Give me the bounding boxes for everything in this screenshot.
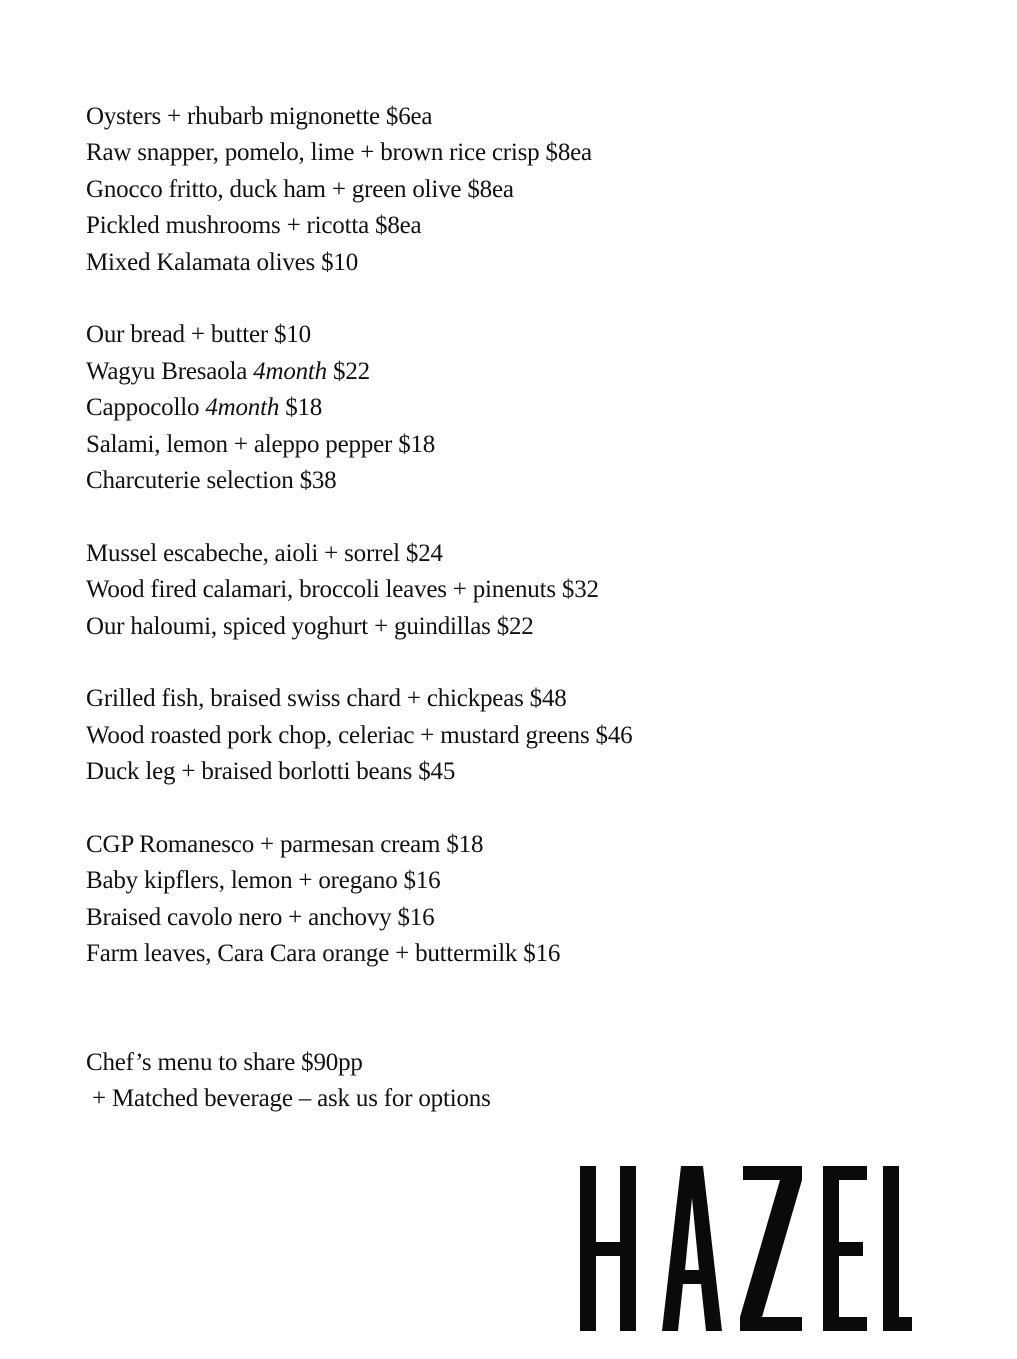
menu-item: Oysters + rhubarb mignonette $6ea bbox=[86, 103, 433, 130]
menu-item-note: 4month bbox=[205, 394, 280, 422]
menu-item: Gnocco fritto, duck ham + green olive $8ea bbox=[86, 175, 514, 203]
menu-item: Wood roasted pork chop, celeriac + mustard greens $46 bbox=[86, 721, 633, 749]
chefs-menu-beverage-line: + Matched beverage – ask us for options bbox=[86, 1085, 491, 1113]
menu-item bbox=[86, 390, 906, 426]
menu-item bbox=[86, 354, 906, 390]
menu-section-snacks bbox=[86, 99, 906, 281]
menu-item bbox=[86, 427, 906, 463]
menu-item-price: $18 bbox=[398, 430, 436, 458]
menu-item: Duck leg + braised borlotti beans $45 bbox=[86, 758, 456, 786]
menu-item-price: $18 bbox=[285, 394, 323, 422]
menu-item: Baby kipflers, lemon + oregano $16 bbox=[86, 867, 441, 895]
menu-item bbox=[86, 317, 906, 353]
menu-item-price: $38 bbox=[299, 467, 337, 495]
menu-section-sides bbox=[86, 827, 906, 973]
menu-item-name: Our bread + butter bbox=[86, 321, 268, 349]
menu-item-name: Charcuterie selection bbox=[86, 467, 294, 495]
menu-item: Braised cavolo nero + anchovy $16 bbox=[86, 903, 435, 931]
menu-item: Grilled fish, braised swiss chard + chickpeas $48 bbox=[86, 685, 567, 713]
menu bbox=[86, 99, 906, 1154]
menu-item-note: 4month bbox=[253, 357, 327, 385]
chefs-menu-line: Chef’s menu to share $90pp bbox=[86, 1048, 363, 1076]
menu-item bbox=[86, 463, 906, 499]
menu-item: Mussel escabeche, aioli + sorrel $24 bbox=[86, 539, 443, 567]
menu-item-name: Salami, lemon + aleppo pepper bbox=[86, 430, 393, 458]
menu-item-price: $10 bbox=[274, 321, 311, 349]
menu-item: Wood fired calamari, broccoli leaves + pinenuts $32 bbox=[86, 576, 599, 604]
menu-section-small-plates bbox=[86, 536, 906, 645]
hazel-logo-mark bbox=[580, 1166, 912, 1331]
menu-section-charcuterie bbox=[86, 317, 906, 499]
menu-item: Our haloumi, spiced yoghurt + guindillas $22 bbox=[86, 612, 534, 640]
menu-item-price: $22 bbox=[333, 357, 370, 385]
menu-section-mains bbox=[86, 681, 906, 790]
menu-item: CGP Romanesco + parmesan cream $18 bbox=[86, 831, 484, 859]
menu-item: Farm leaves, Cara Cara orange + buttermilk $16 bbox=[86, 940, 561, 968]
menu-item-name: Cappocollo bbox=[86, 394, 200, 422]
hazel-logo bbox=[580, 1166, 912, 1331]
menu-item: Raw snapper, pomelo, lime + brown rice crisp $8ea bbox=[86, 139, 592, 167]
menu-item: Pickled mushrooms + ricotta $8ea bbox=[86, 212, 422, 240]
menu-item: Mixed Kalamata olives $10 bbox=[86, 248, 359, 276]
chefs-menu bbox=[86, 1045, 906, 1118]
menu-item-name: Wagyu Bresaola bbox=[86, 357, 248, 385]
